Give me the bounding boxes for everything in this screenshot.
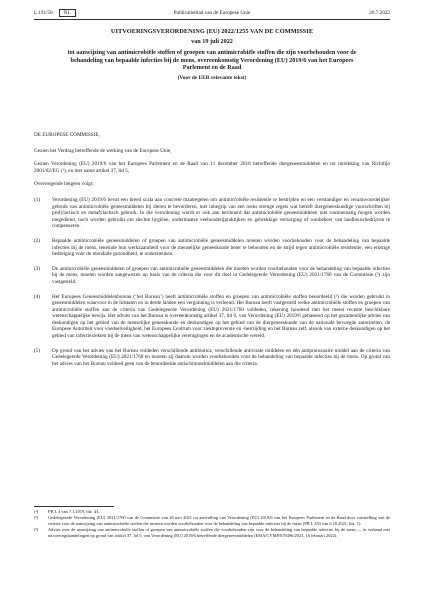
- recital-text: De antimicrobiële geneesmiddelen of groepen van antimicrobiële geneesmiddelen die moeten worden voorbehouden voor de behandeling van bepaalde infecties bij de mens, moeten worden aangewezen op basis van de criteria die voor dit doel in Gedelegeerde Verordening (EU) 2021/1760 van de Commissie (²) zijn vastgesteld.: [52, 265, 390, 285]
- recital: [34, 294, 390, 340]
- page-reference: L 191/58: [34, 10, 53, 16]
- having-regard-treaty: Gezien het Verdrag betreffende de werking van de Europese Unie,: [34, 147, 172, 154]
- recital: [34, 266, 390, 286]
- language-badge: NL: [59, 9, 76, 17]
- recital-text: Op grond van het advies van het Bureau voldeden verschillende antibiotica, verschillende antivirale middelen en één antiprotozoaire middel aan de criteria van Gedelegeerde Verordening (EU) 2021/1760 en moeten zij daarom worden voorbehouden voor de behandeling van bepaalde infecties bij de mens. Op grond van het advies van het Bureau voldeed geen van de beoordeelde antischimmelmiddelen aan die criteria.: [52, 347, 390, 367]
- recital-number: (5): [34, 347, 41, 354]
- recital-text: Het Europees Geneesmiddelenbureau (‘het Bureau’) heeft antimicrobiële stoffen en groepen van antimicrobiële stoffen beoordeeld (³) die worden gebruikt in geneesmiddelen waarvoor in de lidstaten en in derde landen een vergunning is verleend. Het Bureau heeft vastgesteld welke antimicrobiële stoffen en groepen van antimicrobiële stoffen aan de criteria van Gedelegeerde Verordening (EU) 2021/1760 voldeden, rekening houdend met het meest recente beschikbare wetenschappelijke bewijs. Het advies van het Bureau is overeenkomstig artikel 37, lid 6, van Verordening (EU) 2019/6 gebaseerd op het gezamenlijke advies van deskundigen op het gebied van de menselijke geneeskunde en deskundigen op het gebied van de diergeneeskunde van de nationale bevoegde autoriteiten, de Europese Autoriteit voor voedselveiligheid, het Europees Centrum voor ziektepreventie en -bestrijding en het Bureau zelf, alsook van externe deskundigen op het gebied van infectieziekten bij de mens van wetenschappelijke verenigingen en de academische wereld.: [52, 293, 390, 340]
- footnote-text: Gedelegeerde Verordening (EU) 2021/1760 van de Commissie van 26 mei 2021 tot aanvulling van Verordening (EU) 2019/6 van het Europees Parlement en de Raad door vaststelling van de criteria voor de aanwijzing van antimicrobiële stoffen die moeten worden voorbehouden voor de behandeling van bepaalde infecties bij de mens (PB L 353 van 6.10.2021, blz. 1).: [48, 515, 390, 526]
- footnote-text: PB L 4 van 7.1.2019, blz. 43.: [48, 509, 100, 514]
- header-rule: [34, 19, 390, 20]
- whereas-heading: Overwegende hetgeen volgt:: [34, 181, 94, 188]
- regulation-subject: tot aanwijzing van antimicrobiële stoffen of groepen van antimicrobiële stoffen die zijn voorbehouden voor de behandeling van bepaalde infecties bij de mens, overeenkomstig Verordening (EU) 2019/6 van het Europees Parlement en de Raad: [67, 49, 357, 72]
- footnotes: [34, 509, 390, 539]
- recital-number: (2): [34, 237, 41, 244]
- recital-number: (1): [34, 196, 41, 203]
- footnote: [34, 509, 390, 515]
- recital-number: (3): [34, 265, 41, 272]
- recital-text: Verordening (EU) 2019/6 bevat een breed scala aan concrete maatregelen om antimicrobiële resistentie te bestrijden en een verstandiger en verantwoordelijker gebruik van antimicrobiële geneesmiddelen bij dieren te bevorderen, met inbegrip van een reeks strenge regels wat betreft diergeneeskundige voorschriften bij profylactisch en metafylactisch gebruik. In die verordening wordt er ook aan herinnerd dat antimicrobiële geneesmiddelen niet routinematig mogen worden toegediend, noch worden gebruikt om slechte hygiëne, ondermaatse veehouderijpraktijken en gebrekkige verzorging of wanbeheer van landbouwbedrijven te compenseren.: [52, 196, 390, 230]
- footnote-rule: [34, 506, 114, 507]
- footnote-number: (²): [34, 515, 39, 521]
- footnote-number: (³): [34, 526, 39, 532]
- having-regard-regulation: Gezien Verordening (EU) 2019/6 van het Europees Parlement en de Raad van 11 december 2018 betreffende diergeneesmiddelen en tot intrekking van Richtlijn 2001/82/EG (¹), en met name artikel 37, lid 5,: [34, 161, 390, 174]
- recital-text: Bepaalde antimicrobiële geneesmiddelen of groepen van antimicrobiële geneesmiddelen moeten worden voorbehouden voor de behandeling van bepaalde infecties bij de mens, teneinde hun werkzaamheid voor de menselijke geneeskunde beter te behouden en de strijd tegen antimicrobiële resistentie, een ernstige bedreiging voor de mondiale gezondheid, te ondersteunen.: [52, 237, 390, 258]
- regulation-title-block: [60, 28, 364, 82]
- regulation-title: UITVOERINGSVERORDENING (EU) 2022/1255 VAN DE COMMISSIE: [110, 28, 314, 35]
- recital: [34, 197, 390, 230]
- recital: [34, 238, 390, 258]
- header-left: [34, 9, 144, 17]
- document-body: [34, 132, 390, 375]
- footnote: [34, 515, 390, 526]
- footnote: [34, 527, 390, 538]
- footnote-number: (¹): [34, 509, 39, 514]
- commission-heading: DE EUROPESE COMMISSIE,: [34, 132, 100, 138]
- eea-relevance: (Voor de EER relevante tekst): [177, 74, 247, 81]
- journal-title: Publicatieblad van de Europese Unie: [173, 10, 251, 16]
- publication-date: 20.7.2022: [369, 10, 390, 16]
- page-header: [34, 8, 390, 18]
- regulation-date: van 19 juli 2022: [191, 38, 233, 45]
- footnote-text: Advies over de aanwijzing van antimicrobiële stoffen of groepen van antimicrobiële stoffen die voorbehouden zijn voor de behandeling van bepaalde infecties bij de mens — in verband met uitvoeringshandelingen op grond van artikel 37, lid 5, van Verordening (EU) 2019/6 betreffende diergeneesmiddelen (EMA/CVMP/678496/2021, 16 februari 2022).: [48, 526, 390, 538]
- recital-number: (4): [34, 293, 41, 300]
- recital: [34, 348, 390, 368]
